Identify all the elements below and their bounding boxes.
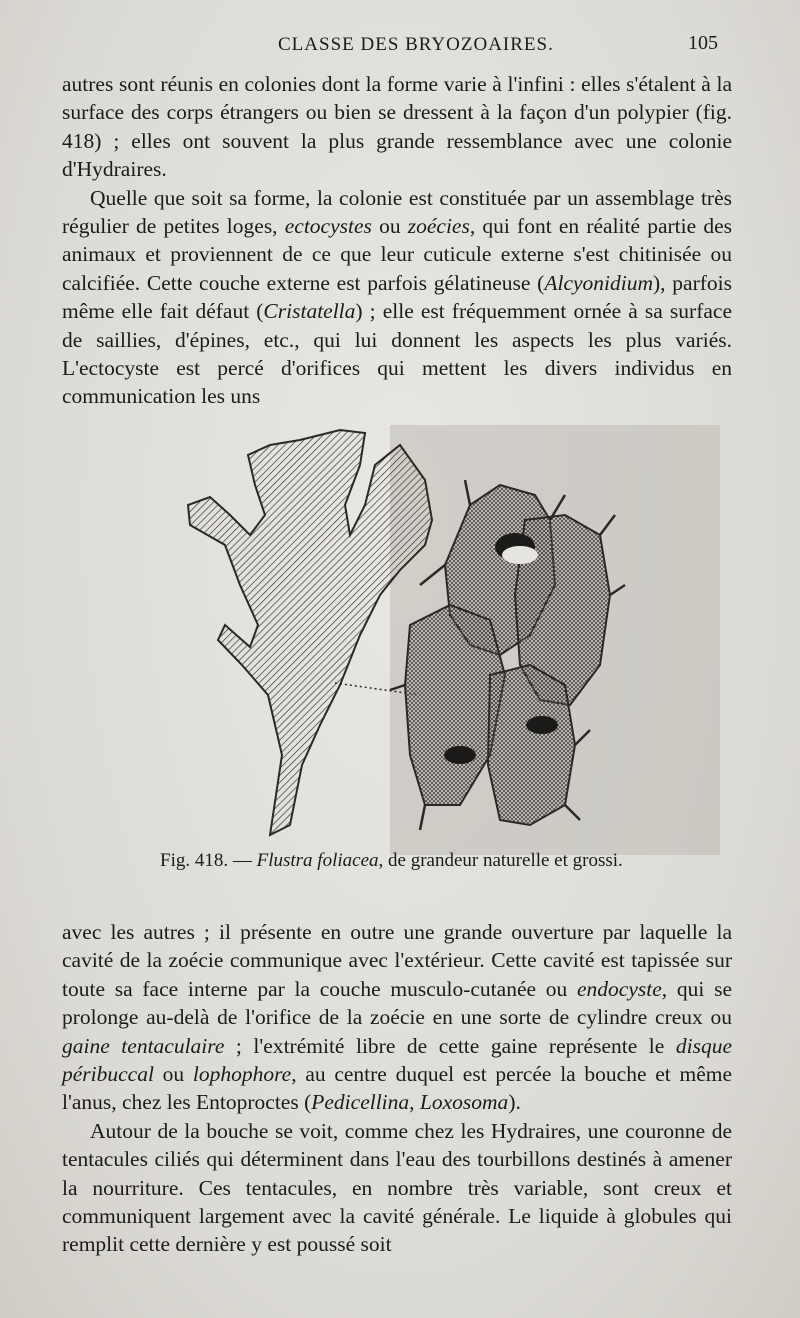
paragraph-3 xyxy=(62,918,732,1117)
genus-cristatella: Cristatella xyxy=(263,299,356,324)
p3-text-b: , qui se prolonge au-delà de l'orifice de la zoécie en une sorte de cylindre creux ou xyxy=(62,976,732,1030)
p3-text-g: ). xyxy=(508,1090,521,1115)
term-ectocystes: ectocystes xyxy=(284,214,372,239)
p3-text-e: , au centre duquel est percée la bouche et même l'anus, chez les Entoproctes ( xyxy=(62,1062,732,1115)
body-text-bottom xyxy=(62,918,732,1259)
figure-caption xyxy=(160,850,720,872)
running-head xyxy=(0,30,800,60)
p2-text-a: Quelle que soit sa forme, la colonie est constituée par un assemblage très régulier de petites loges, xyxy=(62,185,732,239)
p3-text-f: , xyxy=(409,1090,420,1115)
p3-text-c: ; l'extrémité libre de cette gaine représente le xyxy=(224,1033,676,1058)
p2-text-d: ), parfois même elle fait défaut ( xyxy=(62,270,732,324)
p2-text-c: , qui font en réalité partie des animaux et proviennent de ce que leur cuticule externe s'est chitinisée ou calcifiée. Cette couche externe est parfois gélatineuse ( xyxy=(62,214,732,295)
term-lophophore: lophophore xyxy=(192,1062,292,1087)
p2-text-b: ou xyxy=(371,214,408,239)
caption-label: Fig. 418. — xyxy=(160,850,252,871)
term-disque-peribuccal: disque péribuccal xyxy=(62,1033,732,1087)
term-gaine-tentaculaire: gaine tentaculaire xyxy=(62,1033,225,1058)
caption-species: Flustra foliacea xyxy=(256,850,379,871)
body-text-top xyxy=(62,70,732,411)
p3-text-d: ou xyxy=(153,1062,193,1087)
genus-loxosoma: Loxosoma xyxy=(419,1090,509,1115)
genus-pedicellina: Pedicellina xyxy=(311,1090,410,1115)
p3-text-a: avec les autres ; il présente en outre une grande ouverture par laquelle la cavité de la zoécie communique avec l'extérieur. Cette cavité est tapissée sur toute sa face interne par la couche musculo-cutanée ou xyxy=(62,920,732,1001)
paragraph-1 xyxy=(62,70,732,184)
paragraph-4 xyxy=(62,1117,732,1259)
page-number: 105 xyxy=(688,32,718,54)
term-endocyste: endocyste xyxy=(577,976,662,1001)
paragraph-4-text: Autour de la bouche se voit, comme chez les Hydraires, une couronne de tentacules ciliés qui déterminent dans l'eau des tourbillons destinés à amener la nourriture. Ces tentacules, en nombre très variable, sont creux et communiquent largement avec la cavité générale. Le liquide à globules qui remplit cette dernière y est poussé soit xyxy=(62,1118,732,1257)
paragraph-1-text: autres sont réunis en colonies dont la forme varie à l'infini : elles s'étalent à la surface des corps étrangers ou bien se dressent à la façon d'un polypier (fig. 418) ; elles ont souvent la plus grande ressemblance avec une colonie d'Hydraires. xyxy=(62,72,732,182)
paragraph-2 xyxy=(62,184,732,411)
figure-418-illustration xyxy=(170,425,730,865)
running-title: CLASSE DES BRYOZOAIRES. xyxy=(278,34,554,55)
p2-text-e: ) ; elle est fréquemment ornée à sa surface de saillies, d'épines, etc., qui lui donnent les aspects les plus variés. L'ectocyste est percé d'orifices qui mettent les divers individus en communication les uns xyxy=(62,299,732,409)
genus-alcyonidium: Alcyonidium xyxy=(544,270,654,295)
term-zoecies: zoécies xyxy=(407,214,470,239)
caption-rest: , de grandeur naturelle et grossi. xyxy=(378,850,623,871)
